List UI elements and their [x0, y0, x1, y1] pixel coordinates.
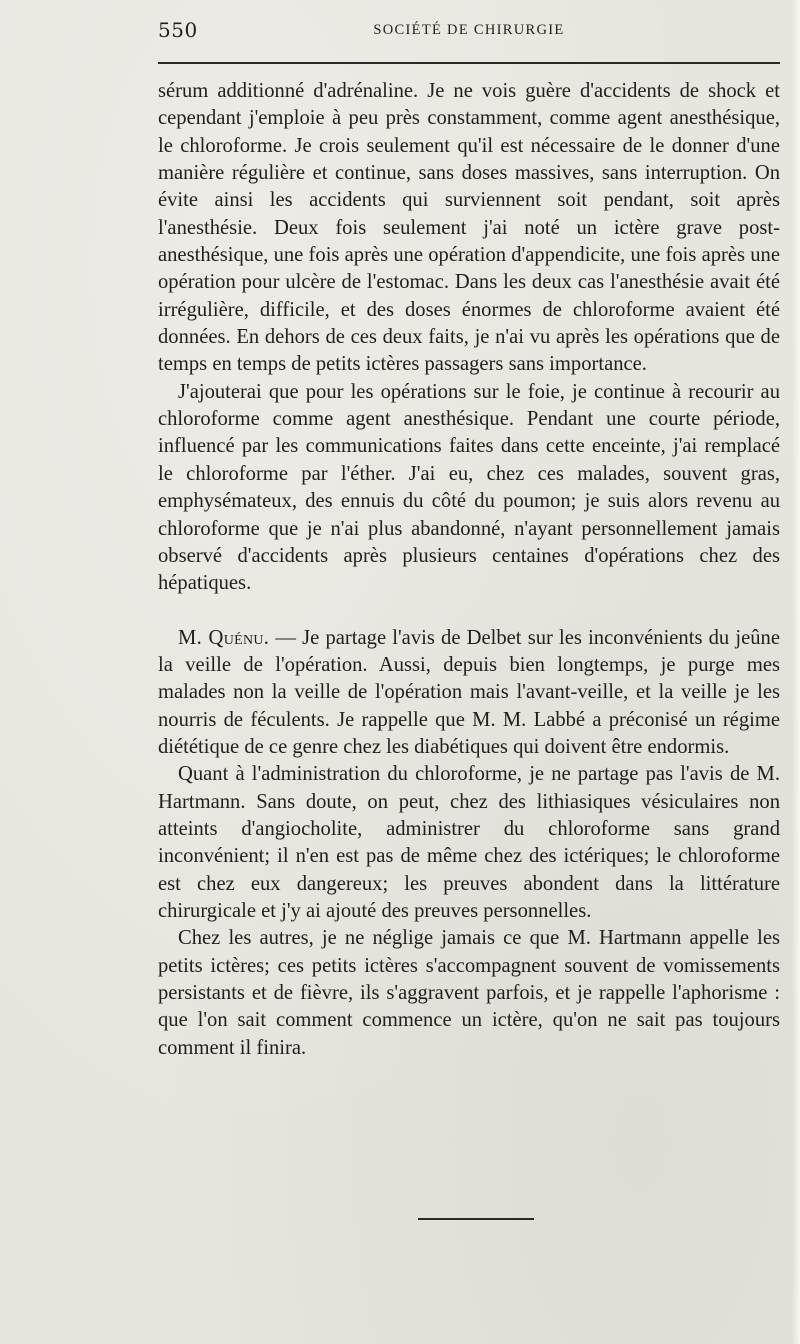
section-gap — [158, 598, 780, 625]
running-head: SOCIÉTÉ DE CHIRURGIE — [373, 22, 565, 38]
header-rule — [158, 62, 780, 64]
page-edge — [792, 0, 800, 1344]
page-header — [158, 18, 780, 48]
body-text — [158, 78, 780, 1062]
speaker-name: M. Quénu. — [178, 626, 270, 649]
paragraph-5: Chez les autres, je ne néglige jamais ce que M. Hartmann appelle les petits ictères; ces petits ictères s'accompagnent souvent de vomissements persistants et de fièvre, ils s'aggravent parfois, et je rappelle l'aphorisme : que l'on sait comment commence un ictère, qu'on ne sait pas toujours comment il finira. — [158, 927, 780, 1059]
paragraph-4: Quant à l'administration du chloroforme, je ne partage pas l'avis de M. Hartmann. Sans doute, on peut, chez des lithiasiques vésiculaires non atteints d'angiocholite, administrer du chloroforme sans grand inconvénient; il n'en est pas de même chez des ictériques; le chloroforme est chez eux dangereux; les preuves abondent dans la littérature chirurgicale et j'y ai ajouté des preuves personnelles. — [158, 763, 780, 922]
paragraph-1: sérum additionné d'adrénaline. Je ne vois guère d'accidents de shock et cependant j'emploie à peu près constamment, comme agent anesthésique, le chloroforme. Je crois seulement qu'il est nécessaire de le donner d'une manière régulière et continue, sans doses massives, sans interruption. On évite ainsi les accidents qui surviennent soit pendant, soit après l'anesthésie. Deux fois seulement j'ai noté un ictère grave post-anesthésique, une fois après une opération d'appendicite, une fois après une opération pour ulcère de l'estomac. Dans les deux cas l'anesthésie avait été irrégulière, difficile, et des doses énormes de chloroforme avaient été données. En dehors de ces deux faits, je n'ai vu après les opérations que de temps en temps de petits ictères passagers sans importance. — [158, 80, 780, 376]
paragraph-3 — [158, 625, 780, 762]
paragraph-3-text: — Je partage l'avis de Delbet sur les inconvénients du jeûne la veille de l'opération. Aussi, depuis bien longtemps, je purge mes malades non la veille de l'opération mais l'avant-veille, et la veille je les nourris de féculents. Je rappelle que M. M. Labbé a préconisé un régime diététique de ce genre chez les diabétiques qui doivent être endormis. — [158, 626, 780, 758]
end-rule — [418, 1218, 534, 1220]
page-number: 550 — [158, 18, 198, 42]
paragraph-2: J'ajouterai que pour les opérations sur le foie, je continue à recourir au chloroforme comme agent anesthésique. Pendant une courte période, influencé par les communications faites dans cette enceinte, j'ai remplacé le chloroforme par l'éther. J'ai eu, chez ces malades, souvent gras, emphysémateux, des ennuis du côté du poumon; je suis alors revenu au chloroforme que je n'ai plus abandonné, n'ayant personnellement jamais observé d'accidents après plusieurs centaines d'opérations chez des hépatiques. — [158, 380, 780, 595]
